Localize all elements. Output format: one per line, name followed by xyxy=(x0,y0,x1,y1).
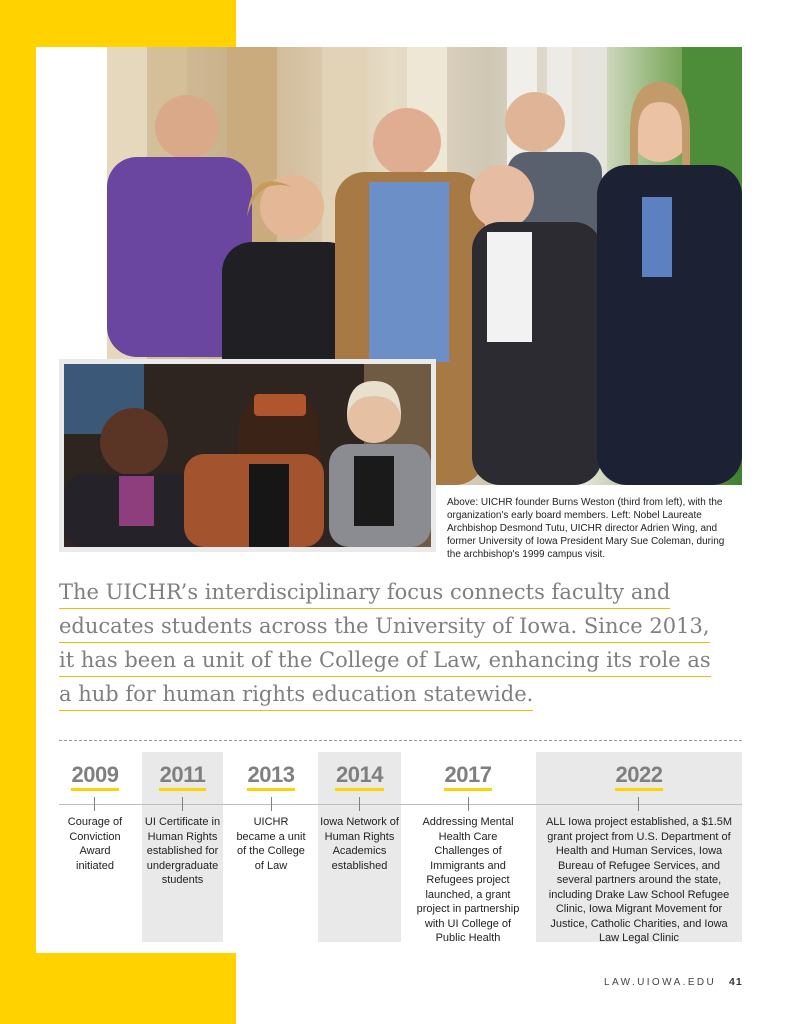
pull-quote xyxy=(59,575,739,711)
timeline-year-2013: 2013 xyxy=(234,762,308,788)
footer-url: LAW.UIOWA.EDU xyxy=(604,977,717,988)
photo-caption: Above: UICHR founder Burns Weston (third from left), with the organization's early board members. Left: Nobel Laureate Archbishop Desmond Tutu, UICHR director Adrien Wing, and former University of Iowa President Mary Sue Coleman, during the archbishop's 1999 campus visit. xyxy=(447,497,725,560)
yellow-accent-left xyxy=(0,0,36,1024)
pull-quote-line: The UICHR’s interdisciplinary focus connects faculty and xyxy=(59,575,739,609)
timeline-tick xyxy=(182,797,183,811)
timeline-text-2022: ALL Iowa project established, a $1.5M grant project from U.S. Department of Health and Human Services, Iowa Bureau of Refugee Services, and several partners around the state, including Drake Law School Refugee Clinic, Iowa Migrant Movement for Justice, Catholic Charities, and Iowa Law Legal Clinic xyxy=(545,816,733,944)
timeline-tick xyxy=(359,797,360,811)
timeline-text-2014: Iowa Network of Human Rights Academics established xyxy=(320,816,399,872)
timeline-text-2013: UICHR became a unit of the College of Law xyxy=(236,816,306,872)
timeline-year-2017: 2017 xyxy=(418,762,518,788)
section-divider xyxy=(59,740,742,741)
timeline-tick xyxy=(271,797,272,811)
timeline-text-2017: Addressing Mental Health Care Challenges of Immigrants and Refugees project launched, a grant project in partnership with UI College of Public Health xyxy=(416,816,520,944)
timeline-year-2022: 2022 xyxy=(540,762,738,788)
timeline-year-2014: 2014 xyxy=(322,762,397,788)
tutu-visit-photo xyxy=(59,359,436,552)
pull-quote-line: a hub for human rights education statewide. xyxy=(59,677,739,711)
timeline-text-2011: UI Certificate in Human Rights established for undergraduate students xyxy=(144,816,221,886)
timeline-tick xyxy=(94,797,95,811)
timeline-axis xyxy=(59,804,742,805)
pull-quote-line: it has been a unit of the College of Law, enhancing its role as xyxy=(59,643,739,677)
timeline-tick xyxy=(638,797,639,811)
timeline-tick xyxy=(468,797,469,811)
tutu-visit-illustration xyxy=(64,364,431,547)
pull-quote-line: educates students across the University of Iowa. Since 2013, xyxy=(59,609,739,643)
timeline-year-2011: 2011 xyxy=(146,762,219,788)
timeline-year-2009: 2009 xyxy=(59,762,131,788)
yellow-accent-bottom xyxy=(0,953,236,1024)
page-number: 41 xyxy=(729,976,743,988)
timeline-text-2009: Courage of Conviction Award initiated xyxy=(67,816,123,872)
